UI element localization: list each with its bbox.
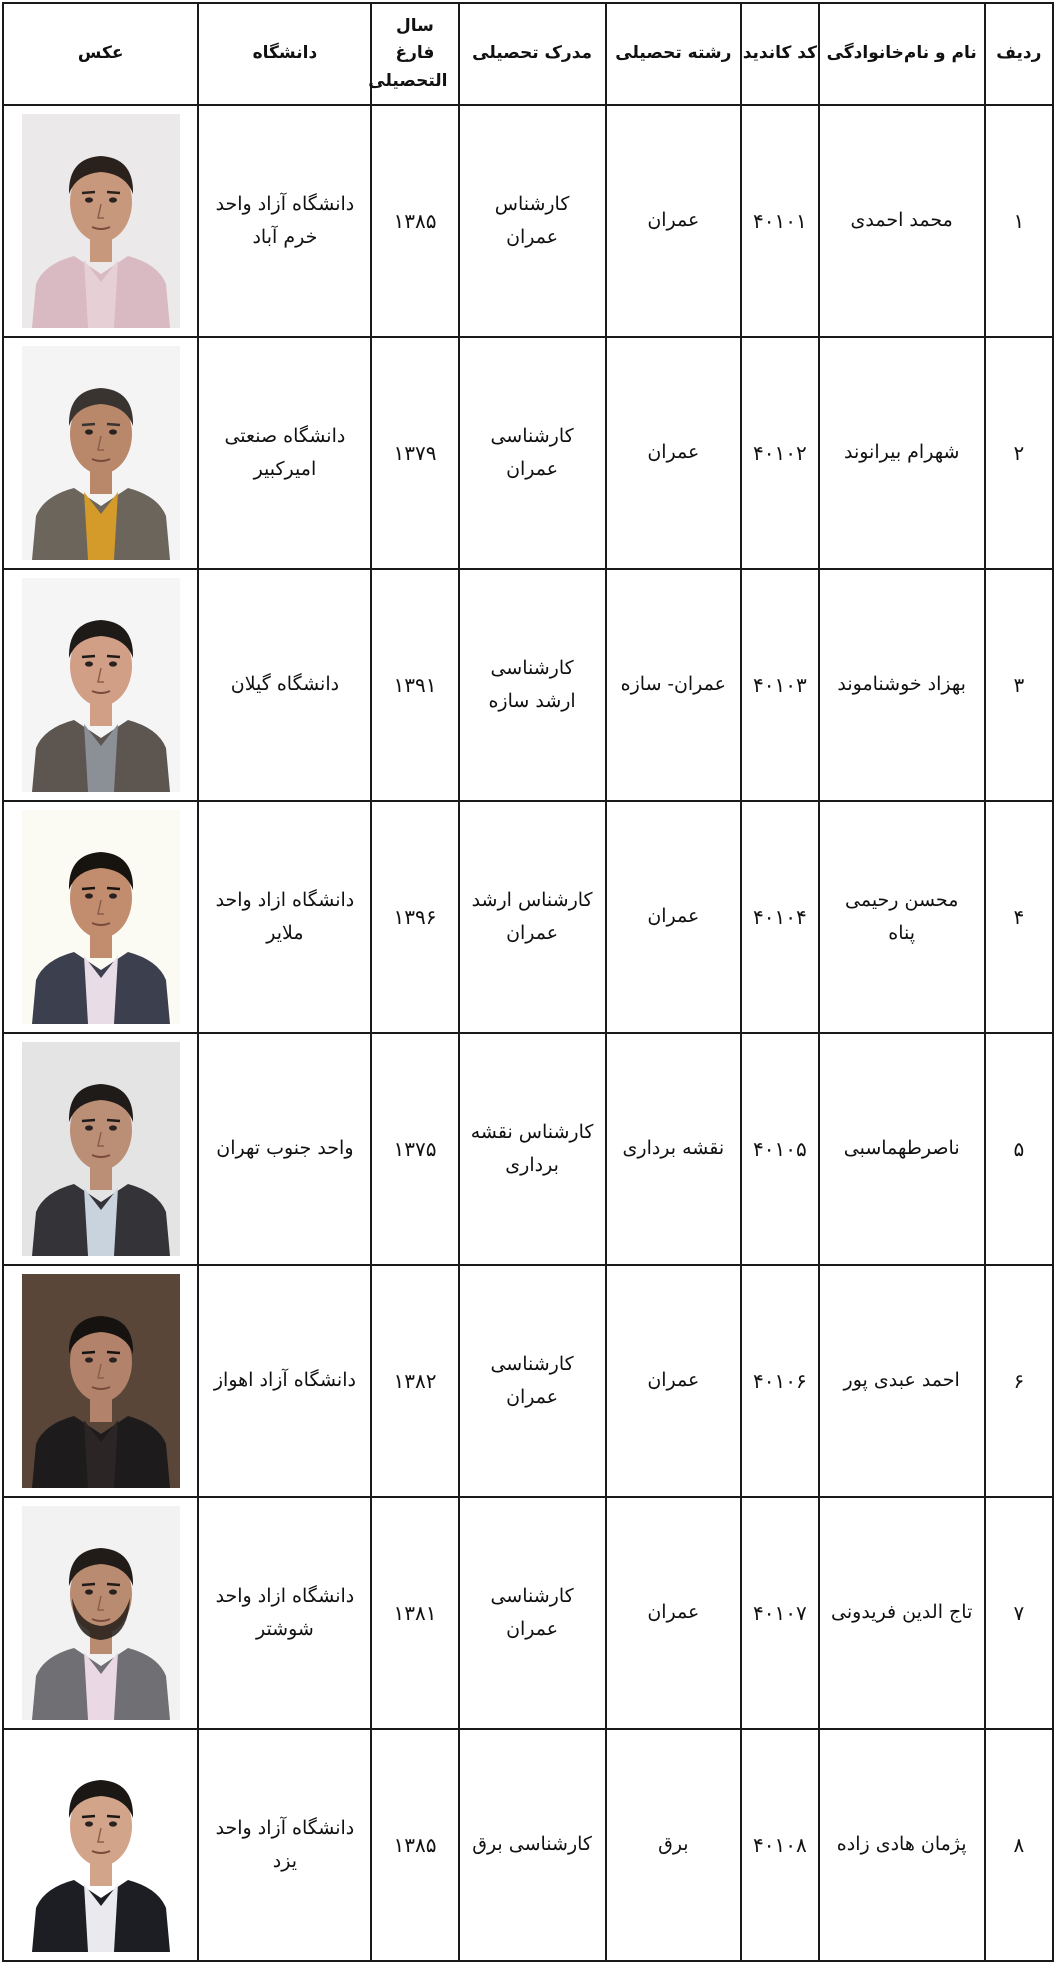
code-cell-text: ۴۰۱۰۳ (753, 672, 807, 697)
field-cell-text: عمران (647, 1369, 700, 1392)
code-cell-text: ۴۰۱۰۸ (753, 1832, 807, 1857)
grad-year-cell-text: ۱۳۸۱ (393, 1600, 437, 1625)
code-cell (741, 801, 819, 1033)
grad-year-cell (371, 337, 458, 569)
name-cell (819, 1497, 985, 1729)
header-university: دانشگاه (198, 3, 371, 105)
field-cell-text: عمران (647, 1601, 700, 1624)
photo-cell (3, 569, 198, 801)
grad-year-cell-text: ۱۳۹۶ (393, 904, 437, 929)
grad-year-cell-text: ۱۳۷۹ (393, 440, 437, 465)
field-cell (606, 1729, 741, 1961)
grad-year-cell (371, 569, 458, 801)
university-cell-text: دانشگاه ازاد واحد ملایر (215, 888, 355, 944)
degree-cell (459, 1497, 606, 1729)
degree-cell-text: کارشناس نقشه برداری (470, 1120, 594, 1176)
name-cell (819, 1265, 985, 1497)
code-cell (741, 1729, 819, 1961)
row-number-cell (985, 801, 1053, 1033)
code-cell-text: ۴۰۱۰۲ (753, 440, 807, 465)
degree-cell-text: کارشناسی ارشد سازه (488, 656, 576, 712)
field-cell-text: عمران (647, 905, 700, 928)
degree-cell (459, 1265, 606, 1497)
candidates-table (2, 2, 1054, 1962)
header-grad-year-label: سال فارغ التحصیلی (368, 16, 448, 91)
row-number-cell-text: ۴ (1013, 904, 1025, 929)
name-cell-text: محسن رحیمی پناه (845, 888, 959, 944)
university-cell-text: دانشگاه گیلان (230, 673, 340, 696)
photo-cell (3, 105, 198, 337)
table-row (3, 1497, 1053, 1729)
portrait-photo (22, 578, 180, 792)
header-name: نام و نام‌خانوادگی (819, 3, 985, 105)
table-row (3, 105, 1053, 337)
code-cell-text: ۴۰۱۰۶ (753, 1368, 807, 1393)
university-cell (198, 569, 371, 801)
table-row (3, 569, 1053, 801)
row-number-cell (985, 1033, 1053, 1265)
row-number-cell (985, 105, 1053, 337)
code-cell-text: ۴۰۱۰۴ (753, 904, 807, 929)
code-cell (741, 1497, 819, 1729)
field-cell-text: عمران (647, 441, 700, 464)
header-field: رشته تحصیلی (606, 3, 741, 105)
field-cell-text: عمران (647, 209, 700, 232)
name-cell (819, 105, 985, 337)
photo-cell (3, 1265, 198, 1497)
row-number-cell-text: ۵ (1013, 1136, 1025, 1161)
university-cell-text: دانشگاه آزاد واحد خرم آباد (215, 192, 355, 248)
field-cell (606, 1265, 741, 1497)
university-cell (198, 1729, 371, 1961)
header-row (3, 3, 1053, 105)
degree-cell (459, 569, 606, 801)
portrait-photo (22, 346, 180, 560)
grad-year-cell (371, 1497, 458, 1729)
portrait-illustration (22, 578, 180, 792)
portrait-photo (22, 1042, 180, 1256)
grad-year-cell-text: ۱۳۸۵ (393, 208, 437, 233)
name-cell-text: محمد احمدی (850, 209, 953, 232)
field-cell (606, 105, 741, 337)
degree-cell (459, 337, 606, 569)
grad-year-cell-text: ۱۳۸۲ (393, 1368, 437, 1393)
name-cell (819, 1729, 985, 1961)
field-cell (606, 801, 741, 1033)
field-cell (606, 1497, 741, 1729)
photo-cell (3, 1033, 198, 1265)
header-grad-year (368, 3, 458, 105)
grad-year-cell-text: ۱۳۸۵ (393, 1832, 437, 1857)
degree-cell-text: کارشناسی عمران (490, 1352, 574, 1408)
portrait-illustration (22, 346, 180, 560)
university-cell (198, 337, 371, 569)
row-number-cell (985, 1729, 1053, 1961)
university-cell (198, 1497, 371, 1729)
code-cell (741, 337, 819, 569)
code-cell-text: ۴۰۱۰۷ (753, 1600, 807, 1625)
university-cell (198, 1033, 371, 1265)
grad-year-cell-text: ۱۳۹۱ (393, 672, 437, 697)
table-row (3, 1265, 1053, 1497)
university-cell-text: دانشگاه صنعتی امیرکبیر (224, 424, 346, 480)
field-cell (606, 1033, 741, 1265)
row-number-cell (985, 337, 1053, 569)
header-row: ردیف (985, 3, 1053, 105)
degree-cell (459, 801, 606, 1033)
photo-cell (3, 801, 198, 1033)
field-cell-text: نقشه برداری (622, 1137, 725, 1160)
photo-cell (3, 1729, 198, 1961)
field-cell-text: برق (658, 1833, 689, 1856)
table-row (3, 1033, 1053, 1265)
grad-year-cell-text: ۱۳۷۵ (393, 1136, 437, 1161)
name-cell-text: بهزاد خوشناموند (837, 673, 966, 696)
row-number-cell-text: ۳ (1013, 672, 1025, 697)
portrait-illustration (22, 1506, 180, 1720)
row-number-cell-text: ۶ (1013, 1368, 1025, 1393)
university-cell (198, 1265, 371, 1497)
code-cell (741, 1265, 819, 1497)
portrait-illustration (22, 114, 180, 328)
field-cell (606, 569, 741, 801)
grad-year-cell (371, 1729, 458, 1961)
name-cell-text: شهرام بیرانوند (843, 441, 960, 464)
row-number-cell-text: ۲ (1013, 440, 1025, 465)
table-row (3, 1729, 1053, 1961)
code-cell-text: ۴۰۱۰۵ (753, 1136, 807, 1161)
row-number-cell-text: ۸ (1013, 1832, 1025, 1857)
code-cell-text: ۴۰۱۰۱ (753, 208, 807, 233)
header-degree: مدرک تحصیلی (459, 3, 606, 105)
grad-year-cell (371, 1265, 458, 1497)
code-cell (741, 1033, 819, 1265)
table-row (3, 801, 1053, 1033)
photo-cell (3, 337, 198, 569)
header-code: کد کاندید (741, 3, 819, 105)
portrait-photo (22, 1274, 180, 1488)
university-cell (198, 105, 371, 337)
university-cell-text: واحد جنوب تهران (216, 1137, 354, 1160)
row-number-cell (985, 569, 1053, 801)
name-cell (819, 569, 985, 801)
name-cell-text: پژمان هادی زاده (836, 1833, 967, 1856)
field-cell (606, 337, 741, 569)
university-cell-text: دانشگاه آزاد واحد یزد (215, 1816, 355, 1872)
field-cell-text: عمران- سازه (620, 673, 726, 696)
degree-cell-text: کارشناسی عمران (490, 1584, 574, 1640)
degree-cell-text: کارشناس عمران (494, 192, 570, 248)
grad-year-cell (371, 105, 458, 337)
table-row (3, 337, 1053, 569)
portrait-photo (22, 1506, 180, 1720)
name-cell (819, 1033, 985, 1265)
grad-year-cell (371, 801, 458, 1033)
portrait-illustration (22, 810, 180, 1024)
portrait-illustration (22, 1274, 180, 1488)
name-cell-text: تاج الدین فریدونی (831, 1601, 973, 1624)
university-cell-text: دانشگاه آزاد اهواز (213, 1369, 356, 1392)
degree-cell (459, 1033, 606, 1265)
row-number-cell (985, 1265, 1053, 1497)
header-photo: عکس (3, 3, 198, 105)
name-cell-text: احمد عبدی پور (843, 1369, 960, 1392)
name-cell-text: ناصرطهماسبی (843, 1137, 960, 1160)
portrait-photo (22, 114, 180, 328)
code-cell (741, 105, 819, 337)
code-cell (741, 569, 819, 801)
name-cell (819, 801, 985, 1033)
portrait-illustration (22, 1042, 180, 1256)
degree-cell-text: کارشناس ارشد عمران (471, 888, 593, 944)
grad-year-cell (371, 1033, 458, 1265)
row-number-cell (985, 1497, 1053, 1729)
degree-cell-text: کارشناسی عمران (490, 424, 574, 480)
university-cell (198, 801, 371, 1033)
degree-cell (459, 1729, 606, 1961)
name-cell (819, 337, 985, 569)
row-number-cell-text: ۷ (1013, 1600, 1025, 1625)
degree-cell (459, 105, 606, 337)
photo-cell (3, 1497, 198, 1729)
university-cell-text: دانشگاه ازاد واحد شوشتر (215, 1584, 355, 1640)
row-number-cell-text: ۱ (1013, 208, 1025, 233)
degree-cell-text: کارشناسی برق (472, 1833, 592, 1856)
portrait-photo (22, 810, 180, 1024)
